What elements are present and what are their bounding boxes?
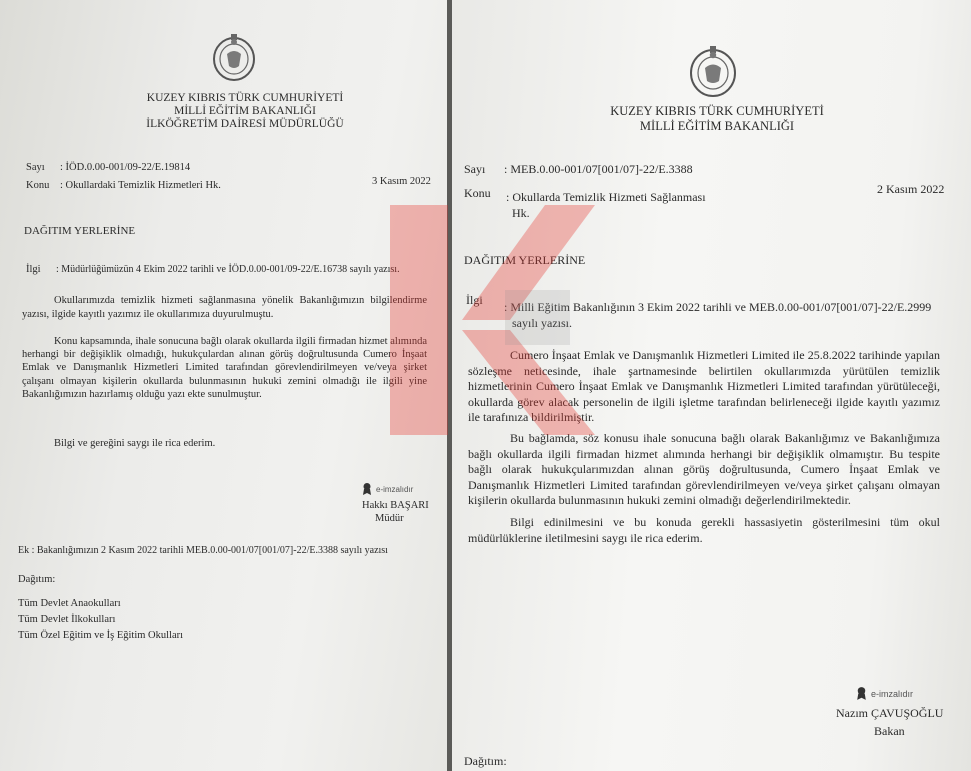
konu-label: Konu (26, 180, 50, 191)
ilgi-label: İlgi (466, 293, 483, 307)
ilgi-value: : Milli Eğitim Bakanlığının 3 Ekim 2022 tarihli ve MEB.0.00-001/07[001/07]-22/E.2999 (504, 300, 932, 314)
konu-value-cont: Hk. (512, 206, 530, 220)
dagitim-label: Dağıtım: (18, 574, 56, 585)
signer-title: Müdür (375, 513, 404, 524)
paragraph-3: Bilgi edinilmesini ve bu konuda gerekli hassasiyetin gösterilmesini tüm okul müdürlüklerine iletilmesini saygı ile rica ederim. (468, 515, 940, 545)
paragraph-2: Konu kapsamında, ihale sonucuna bağlı olarak okullarda ilgili firmadan hizmet alımında herhangi bir değişiklik olmadığı, hukukçulardan alınan görüş doğrultusunda Cumero İnşaat Emlak ve Danışmanlık Hizmetleri Limited tarafından görevlendirilmeyen ve/veya şirket çalışanı olmayan kişilerin okullarda bulunmasının hukuki zemini olmadığı ile ilgili yine Bakanlığımızın hazırlamış olduğu yazı ekte sunulmuştur. (22, 336, 427, 400)
distribution-item: Tüm Özel Eğitim ve İş Eğitim Okulları (18, 630, 184, 641)
header-line-1: KUZEY KIBRIS TÜRK CUMHURİYETİ (610, 104, 824, 118)
paragraph-2: Bu bağlamda, söz konusu ihale sonucuna bağlı olarak Bakanlığımız ve Bakanlığımıza bağlı okullarda ilgili firmadan hizmet alımında herhangi bir değişiklik olmamıştır. Bu tespite bağlı olarak hukukçularımızdan alınan görüş doğrultusunda, Cumero İnşaat Emlak ve Danışmanlık Hizmetleri Limited tarafından görevlendirilmeyen ve/veya şirket çalışanı olmayan kişilerin okullarda bulunmasının hukuki zemini olmadığı değerlendirilmektedir. (468, 431, 940, 507)
header-line-2: MİLLİ EĞİTİM BAKANLIĞI (174, 105, 316, 117)
signer-name: Nazım ÇAVUŞOĞLU (836, 706, 944, 720)
distribution-heading: DAĞITIM YERLERİNE (464, 253, 586, 267)
header-line-3: İLKÖĞRETİM DAİRESİ MÜDÜRLÜĞÜ (146, 118, 344, 130)
signer-name: Hakkı BAŞARI (362, 500, 429, 511)
dagitim-label: Dağıtım: (464, 754, 507, 768)
sayi-value: : İÖD.0.00-001/09-22/E.19814 (60, 162, 191, 173)
document-date: 3 Kasım 2022 (372, 176, 431, 187)
distribution-item: Tüm Devlet İlkokulları (18, 614, 116, 625)
esign-label: e-imzalıdır (871, 688, 914, 699)
sayi-value: : MEB.0.00-001/07[001/07]-22/E.3388 (504, 162, 693, 176)
emblem-icon (211, 30, 257, 82)
sayi-label: Sayı (26, 162, 45, 173)
ilgi-label: İlgi (26, 264, 41, 275)
esign-ribbon-icon (362, 482, 372, 496)
sayi-label: Sayı (464, 162, 486, 176)
konu-value: : Okullarda Temizlik Hizmeti Sağlanması (506, 190, 706, 204)
e-signature (856, 686, 913, 701)
e-signature (362, 482, 413, 496)
ilgi-value: : Müdürlüğümüzün 4 Ekim 2022 tarihli ve İÖD.0.00-001/09-22/E.16738 sayılı yazısı. (56, 264, 400, 275)
paragraph-3: Bilgi ve gereğini saygı ile rica ederim. (54, 438, 216, 449)
header-line-1: KUZEY KIBRIS TÜRK CUMHURİYETİ (146, 92, 344, 104)
emblem-icon (688, 42, 738, 98)
konu-value: : Okullardaki Temizlik Hizmetleri Hk. (60, 180, 221, 191)
document-left (0, 0, 452, 771)
header-line-2: MİLLİ EĞİTİM BAKANLIĞI (639, 119, 795, 133)
paragraph-1: Okullarımızda temizlik hizmeti sağlanmasına yönelik Bakanlığımızın bilgilendirme yazısı, ilgide kayıtlı yazımız ile okullarımıza duyurulmuştu. (22, 295, 427, 320)
ilgi-value-cont: sayılı yazısı. (512, 316, 572, 330)
konu-label: Konu (464, 186, 491, 200)
esign-label: e-imzalıdır (376, 484, 414, 494)
ek-line: Ek : Bakanlığımızın 2 Kasım 2022 tarihli MEB.0.00-001/07[001/07]-22/E.3388 sayılı yazısı (18, 545, 388, 556)
distribution-item: Tüm Devlet Anaokulları (18, 598, 121, 609)
paragraph-1: Cumero İnşaat Emlak ve Danışmanlık Hizmetleri Limited ile 25.8.2022 tarihinde yapılan sözleşme neticesinde, ihale şartnamesinde belirtilen okullarımızda yürütülen temizlik hizmetlerinin Cumero İnşaat Emlak ve Danışmanlık Hizmetleri Limited tarafından yürütüleceği, okullarda görev alacak personelin de ilgili işletme tarafından belirleneceği ilgide kayıtlı yazımız ile tarafınıza bildirilmiştir. (468, 348, 940, 424)
distribution-heading: DAĞITIM YERLERİNE (24, 225, 136, 237)
signer-title: Bakan (874, 724, 905, 738)
esign-ribbon-icon (856, 686, 867, 701)
document-right (452, 0, 971, 771)
document-date: 2 Kasım 2022 (877, 182, 945, 196)
